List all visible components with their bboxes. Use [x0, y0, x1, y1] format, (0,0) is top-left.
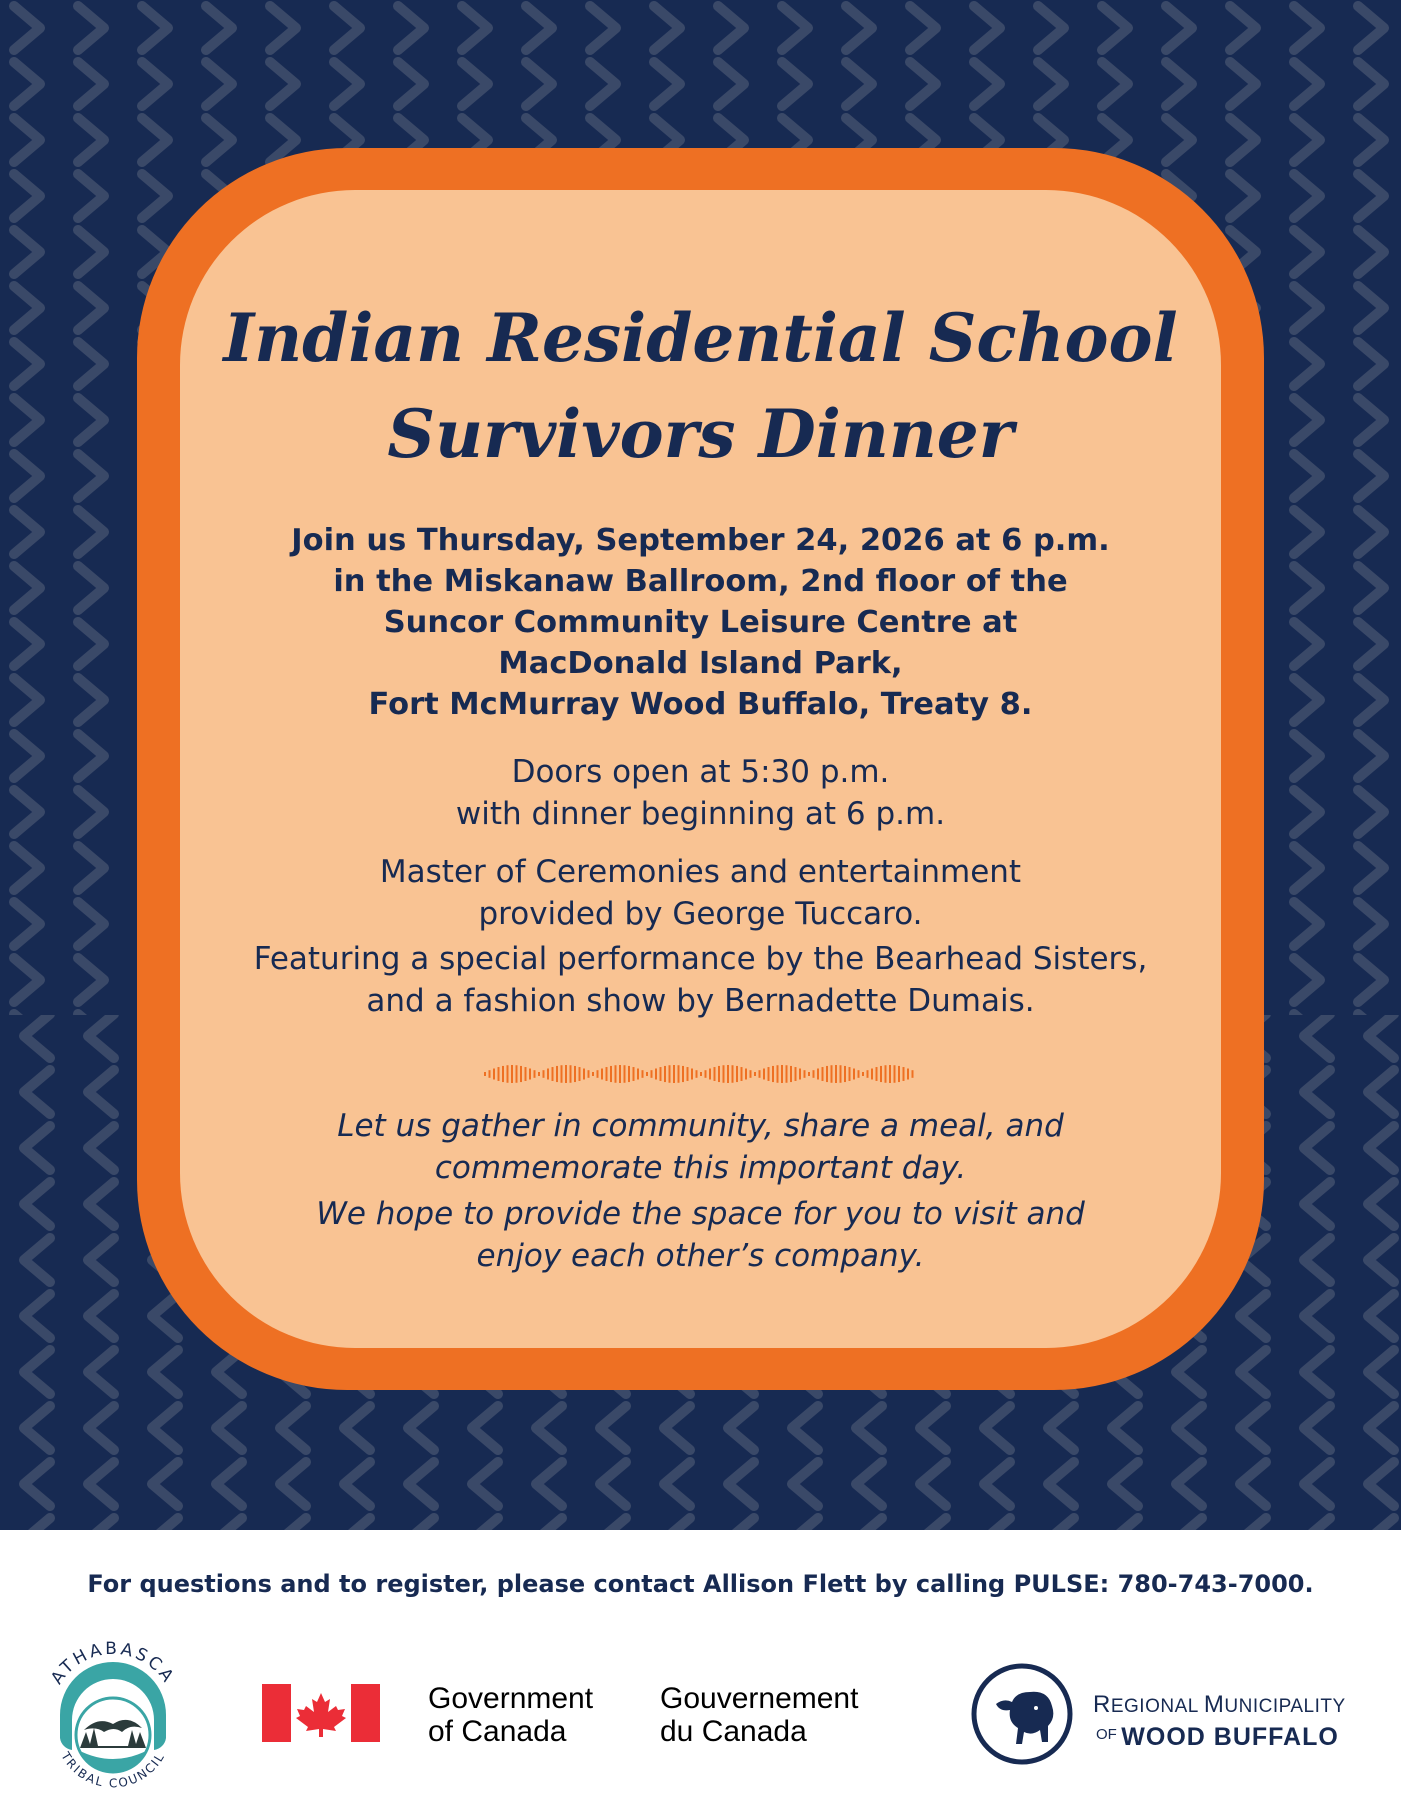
divider-bead [853, 1069, 855, 1080]
gather-line: Let us gather in community, share a meal, and [337, 1108, 1064, 1144]
divider-bead [894, 1065, 896, 1083]
divider-bead [709, 1069, 711, 1080]
divider-bead [885, 1065, 887, 1083]
divider-bead [642, 1070, 644, 1078]
divider-bead [903, 1067, 905, 1081]
divider-bead [696, 1070, 698, 1078]
divider-bead [511, 1065, 513, 1083]
divider-bead [745, 1069, 747, 1080]
divider-bead [601, 1069, 603, 1080]
divider-bead [871, 1069, 873, 1080]
rmwb-line-1: REGIONAL MUNICIPALITY [1093, 1691, 1346, 1718]
divider-bead [826, 1066, 828, 1082]
mc-line: Master of Ceremonies and entertainment [379, 854, 1022, 890]
gov-en-line: Government [428, 1682, 594, 1715]
divider-bead [898, 1066, 900, 1082]
divider-bead [736, 1066, 738, 1082]
divider-bead [813, 1070, 815, 1078]
divider-bead [768, 1067, 770, 1081]
divider-bead [660, 1067, 662, 1081]
divider-bead [682, 1066, 684, 1082]
event-details [180, 520, 1221, 725]
divider-bead [484, 1072, 486, 1076]
details-line: Fort McMurray Wood Buffalo, Treaty 8. [368, 687, 1033, 722]
divider-bead [637, 1069, 639, 1080]
divider-bead [880, 1066, 882, 1082]
divider-bead [795, 1067, 797, 1081]
divider-bead [700, 1072, 702, 1076]
divider-bead [628, 1066, 630, 1082]
divider-bead [723, 1065, 725, 1083]
divider-bead [831, 1065, 833, 1083]
details-line: Join us Thursday, September 24, 2026 at 6 p.m. [291, 523, 1110, 558]
divider-bead [907, 1069, 909, 1080]
divider-bead [588, 1070, 590, 1078]
gather-message [180, 1105, 1221, 1189]
gov-en-wordmark [428, 1682, 593, 1748]
divider-bead [840, 1065, 842, 1083]
divider-bead [655, 1069, 657, 1080]
divider-bead [718, 1066, 720, 1082]
event-card [180, 190, 1221, 1348]
divider-bead [525, 1067, 527, 1081]
mc-line: provided by George Tuccaro. [478, 896, 923, 932]
divider-bead [624, 1065, 626, 1083]
divider-bead [534, 1070, 536, 1078]
title-line-2: Survivors Dinner [387, 395, 1014, 473]
divider-bead [750, 1070, 752, 1078]
divider-bead [786, 1065, 788, 1083]
divider-bead [664, 1066, 666, 1082]
divider-bead [790, 1066, 792, 1082]
rmwb-line-2: OF WOOD BUFFALO [1096, 1723, 1339, 1751]
gov-en-line: of Canada [428, 1715, 567, 1748]
mc-info [180, 851, 1221, 935]
divider-bead [520, 1066, 522, 1082]
hope-message [180, 1193, 1221, 1277]
divider-bead [579, 1067, 581, 1081]
atc-logo [38, 1620, 188, 1810]
divider-bead [489, 1070, 491, 1078]
event-title [180, 290, 1221, 482]
divider-bead [574, 1066, 576, 1082]
divider-bead [615, 1065, 617, 1083]
divider-bead [543, 1070, 545, 1078]
divider-bead [714, 1067, 716, 1081]
divider-bead [781, 1065, 783, 1083]
hope-line: enjoy each other’s company. [476, 1238, 925, 1274]
divider-bead [538, 1072, 540, 1076]
divider-bead [867, 1070, 869, 1078]
divider-bead [705, 1070, 707, 1078]
divider-bead [777, 1065, 779, 1083]
divider-bead [808, 1072, 810, 1076]
divider-bead [633, 1067, 635, 1081]
divider-bead [849, 1067, 851, 1081]
divider-bead [759, 1070, 761, 1078]
divider-bead [507, 1065, 509, 1083]
gather-line: commemorate this important day. [434, 1150, 967, 1186]
divider-bead [570, 1065, 572, 1083]
divider-bead [727, 1065, 729, 1083]
rmwb-wordmark [1093, 1693, 1346, 1757]
divider-bead [529, 1069, 531, 1080]
svg-text:ATHABASCA: ATHABASCA [47, 1638, 179, 1689]
canada-flag-icon [262, 1684, 380, 1742]
divider-bead [835, 1065, 837, 1083]
featuring-line: Featuring a special performance by the Bearhead Sisters, [253, 941, 1148, 977]
bison-logo [970, 1662, 1074, 1766]
divider-bead [502, 1066, 504, 1082]
divider-bead [741, 1067, 743, 1081]
divider-bead [862, 1072, 864, 1076]
divider-bead [799, 1069, 801, 1080]
details-line: in the Miskanaw Ballroom, 2nd floor of the [333, 564, 1068, 599]
divider-bead [822, 1067, 824, 1081]
featuring-info [180, 938, 1221, 1022]
divider-bead [610, 1066, 612, 1082]
divider-bead [691, 1069, 693, 1080]
divider-bead [687, 1067, 689, 1081]
divider-bead [606, 1067, 608, 1081]
divider-bead [552, 1067, 554, 1081]
divider-bead [876, 1067, 878, 1081]
divider-bead [516, 1065, 518, 1083]
divider-bead [858, 1070, 860, 1078]
divider-bead [754, 1072, 756, 1076]
divider-bead [817, 1069, 819, 1080]
divider-bead [556, 1066, 558, 1082]
divider-bead [498, 1067, 500, 1081]
doors-line: Doors open at 5:30 p.m. [511, 754, 890, 790]
divider-bead [493, 1069, 495, 1080]
details-line: MacDonald Island Park, [498, 646, 903, 681]
details-line: Suncor Community Leisure Centre at [383, 605, 1018, 640]
contact-info: For questions and to register, please contact Allison Flett by calling PULSE: 780-743-7000. [87, 1570, 1314, 1598]
divider-bead [561, 1065, 563, 1083]
divider-bead [597, 1070, 599, 1078]
divider-bead [669, 1065, 671, 1083]
divider-bead [619, 1065, 621, 1083]
beadwork-divider [482, 1062, 918, 1086]
divider-bead [651, 1070, 653, 1078]
divider-bead [583, 1069, 585, 1080]
doors-info [180, 751, 1221, 835]
title-line-1: Indian Residential School [223, 299, 1178, 377]
divider-bead [804, 1070, 806, 1078]
hope-line: We hope to provide the space for you to visit and [316, 1196, 1085, 1232]
divider-bead [889, 1065, 891, 1083]
featuring-line: and a fashion show by Bernadette Dumais. [366, 983, 1035, 1019]
gov-fr-line: du Canada [660, 1715, 807, 1748]
divider-bead [763, 1069, 765, 1080]
divider-bead [732, 1065, 734, 1083]
divider-bead [646, 1072, 648, 1076]
divider-bead [678, 1065, 680, 1083]
divider-bead [565, 1065, 567, 1083]
svg-text:TRIBAL COUNCIL: TRIBAL COUNCIL [58, 1749, 168, 1791]
gov-fr-line: Gouvernement [660, 1682, 859, 1715]
doors-line: with dinner beginning at 6 p.m. [455, 796, 946, 832]
divider-bead [912, 1070, 914, 1078]
divider-bead [772, 1066, 774, 1082]
divider-bead [673, 1065, 675, 1083]
divider-bead [844, 1066, 846, 1082]
gov-fr-wordmark [660, 1682, 858, 1748]
divider-bead [592, 1072, 594, 1076]
divider-bead [547, 1069, 549, 1080]
